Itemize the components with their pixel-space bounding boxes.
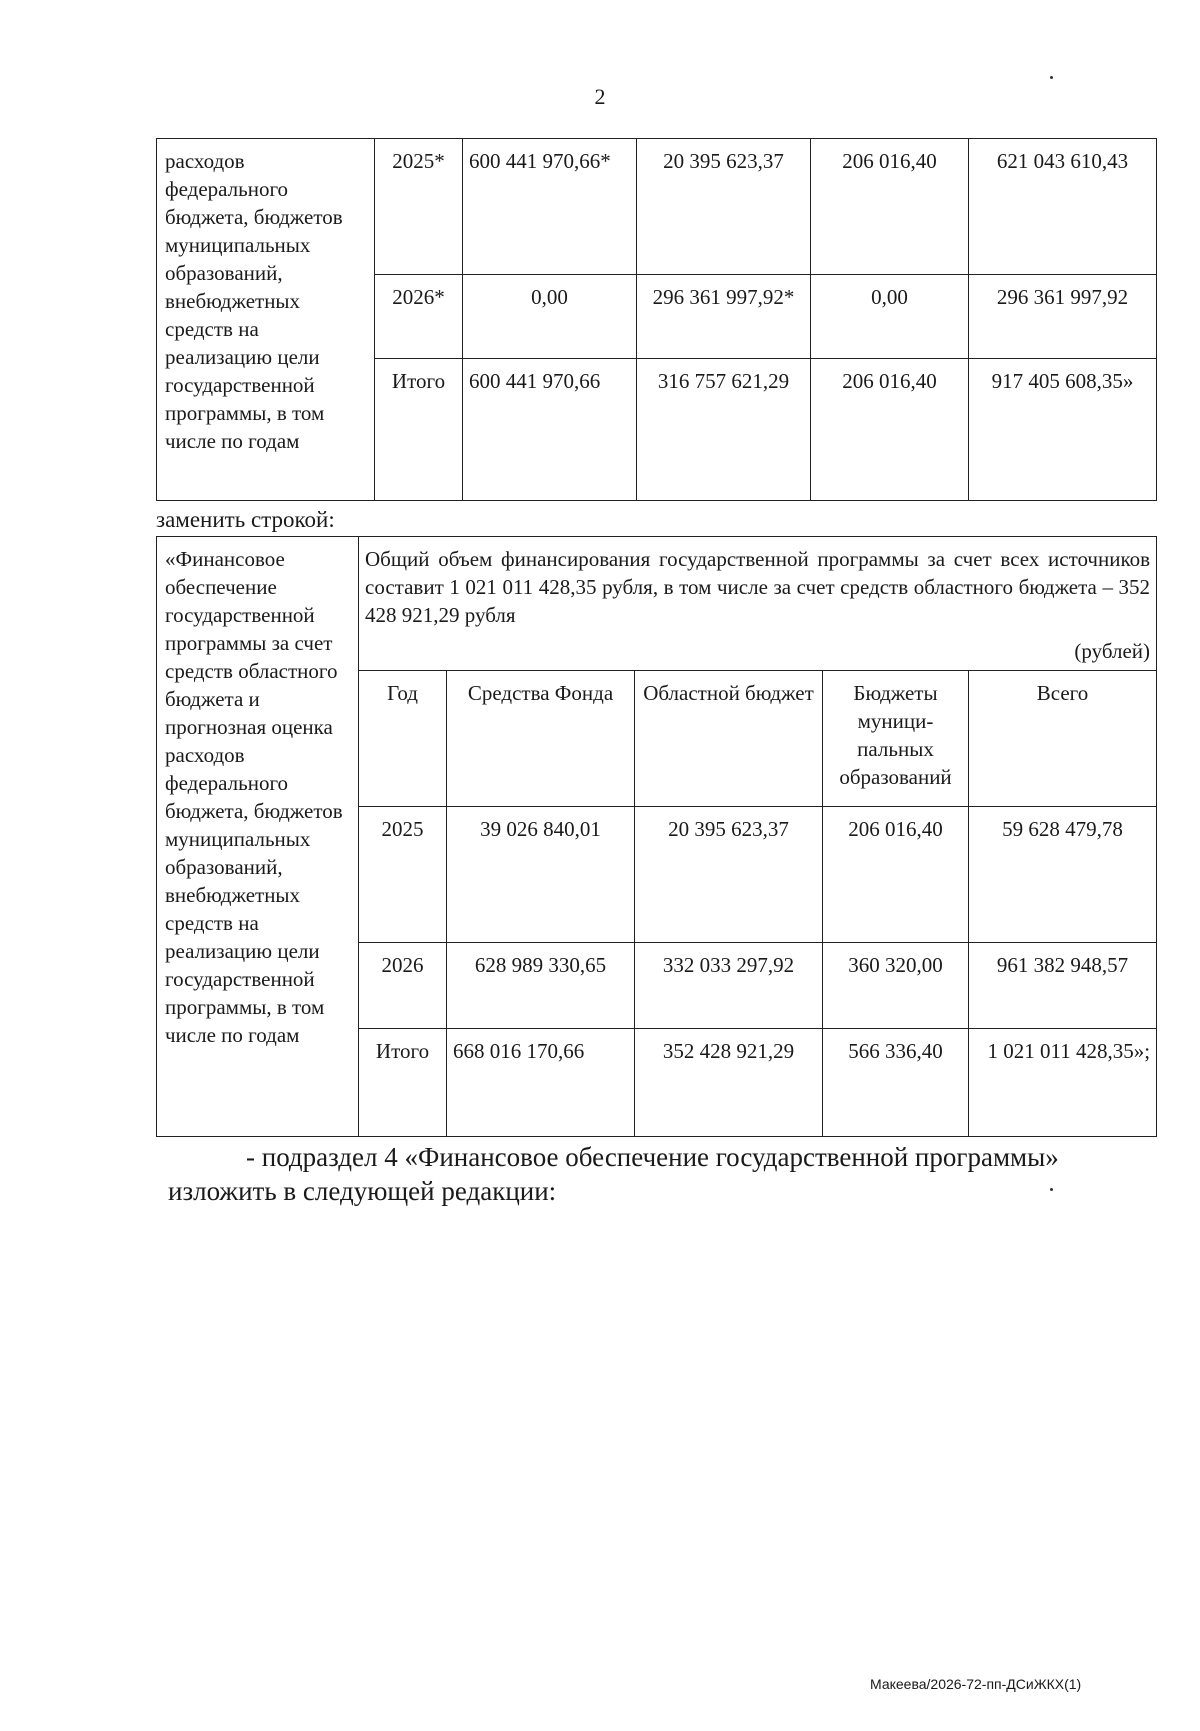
scan-speck xyxy=(1050,1188,1053,1191)
header-total: Всего xyxy=(969,671,1157,807)
old-row-year: Итого xyxy=(375,359,463,501)
old-row-total: 621 043 610,43 xyxy=(969,139,1157,275)
old-row-municipal: 206 016,40 xyxy=(811,139,969,275)
new-row-regional: 20 395 623,37 xyxy=(635,807,823,943)
new-table-label: «Финансовое обеспечение государственной программы за счет средств областного бюджета и прогнозная оценка расходов федерального бюджета, бюджетов муниципальных образований, внебюджетных средств на реализацию цели государственной программы, в том числе по годам xyxy=(157,537,359,1137)
old-row-fund: 0,00 xyxy=(463,275,637,359)
old-row-municipal: 0,00 xyxy=(811,275,969,359)
new-row-municipal: 360 320,00 xyxy=(823,943,969,1029)
document-code: Макеева/2026-72-пп-ДСиЖКХ(1) xyxy=(870,1676,1082,1692)
old-table-label: расходов федерального бюджета, бюджетов муниципальных образований, внебюджетных средств на реализацию цели государственной программы, в том числе по годам xyxy=(157,139,375,501)
new-row-year: 2025 xyxy=(359,807,447,943)
old-row-regional: 296 361 997,92* xyxy=(637,275,811,359)
old-row-year: 2026* xyxy=(375,275,463,359)
new-row-fund: 628 989 330,65 xyxy=(447,943,635,1029)
financing-summary-cell xyxy=(359,537,1157,671)
new-row-regional: 352 428 921,29 xyxy=(635,1029,823,1137)
new-row-year: Итого xyxy=(359,1029,447,1137)
new-row-municipal: 206 016,40 xyxy=(823,807,969,943)
new-row-year: 2026 xyxy=(359,943,447,1029)
subsection-line-1: - подраздел 4 «Финансовое обеспечение государственной программы» xyxy=(246,1142,1059,1172)
currency-unit: (рублей) xyxy=(1074,639,1151,663)
old-row-total: 296 361 997,92 xyxy=(969,275,1157,359)
header-fund: Средства Фонда xyxy=(447,671,635,807)
old-row-regional: 316 757 621,29 xyxy=(637,359,811,501)
subsection-instruction xyxy=(168,1140,1128,1208)
old-funding-table xyxy=(156,138,1157,501)
old-row-fund: 600 441 970,66* xyxy=(463,139,637,275)
new-row-fund: 668 016 170,66 xyxy=(447,1029,635,1137)
old-row-year: 2025* xyxy=(375,139,463,275)
old-row-fund: 600 441 970,66 xyxy=(463,359,637,501)
new-funding-table xyxy=(156,536,1157,1137)
page-number: 2 xyxy=(594,84,606,109)
replace-instruction: заменить строкой: xyxy=(156,507,335,532)
new-row-total: 59 628 479,78 xyxy=(969,807,1157,943)
header-year: Год xyxy=(359,671,447,807)
old-row-regional: 20 395 623,37 xyxy=(637,139,811,275)
scan-speck xyxy=(1050,76,1053,79)
old-row-municipal: 206 016,40 xyxy=(811,359,969,501)
subsection-line-2: изложить в следующей редакции: xyxy=(168,1176,557,1206)
new-row-fund: 39 026 840,01 xyxy=(447,807,635,943)
new-row-municipal: 566 336,40 xyxy=(823,1029,969,1137)
new-row-total: 961 382 948,57 xyxy=(969,943,1157,1029)
header-regional: Областной бюджет xyxy=(635,671,823,807)
header-municipal: Бюджеты муници-пальных образований xyxy=(823,671,969,807)
financing-summary: Общий объем финансирования государственной программы за счет всех источников составит 1 021 011 428,35 рубля, в том числе за счет средств областного бюджета – 352 428 921,29 рубля xyxy=(365,547,1151,627)
new-row-total: 1 021 011 428,35»; xyxy=(969,1029,1157,1137)
old-row-total: 917 405 608,35» xyxy=(969,359,1157,501)
new-row-regional: 332 033 297,92 xyxy=(635,943,823,1029)
